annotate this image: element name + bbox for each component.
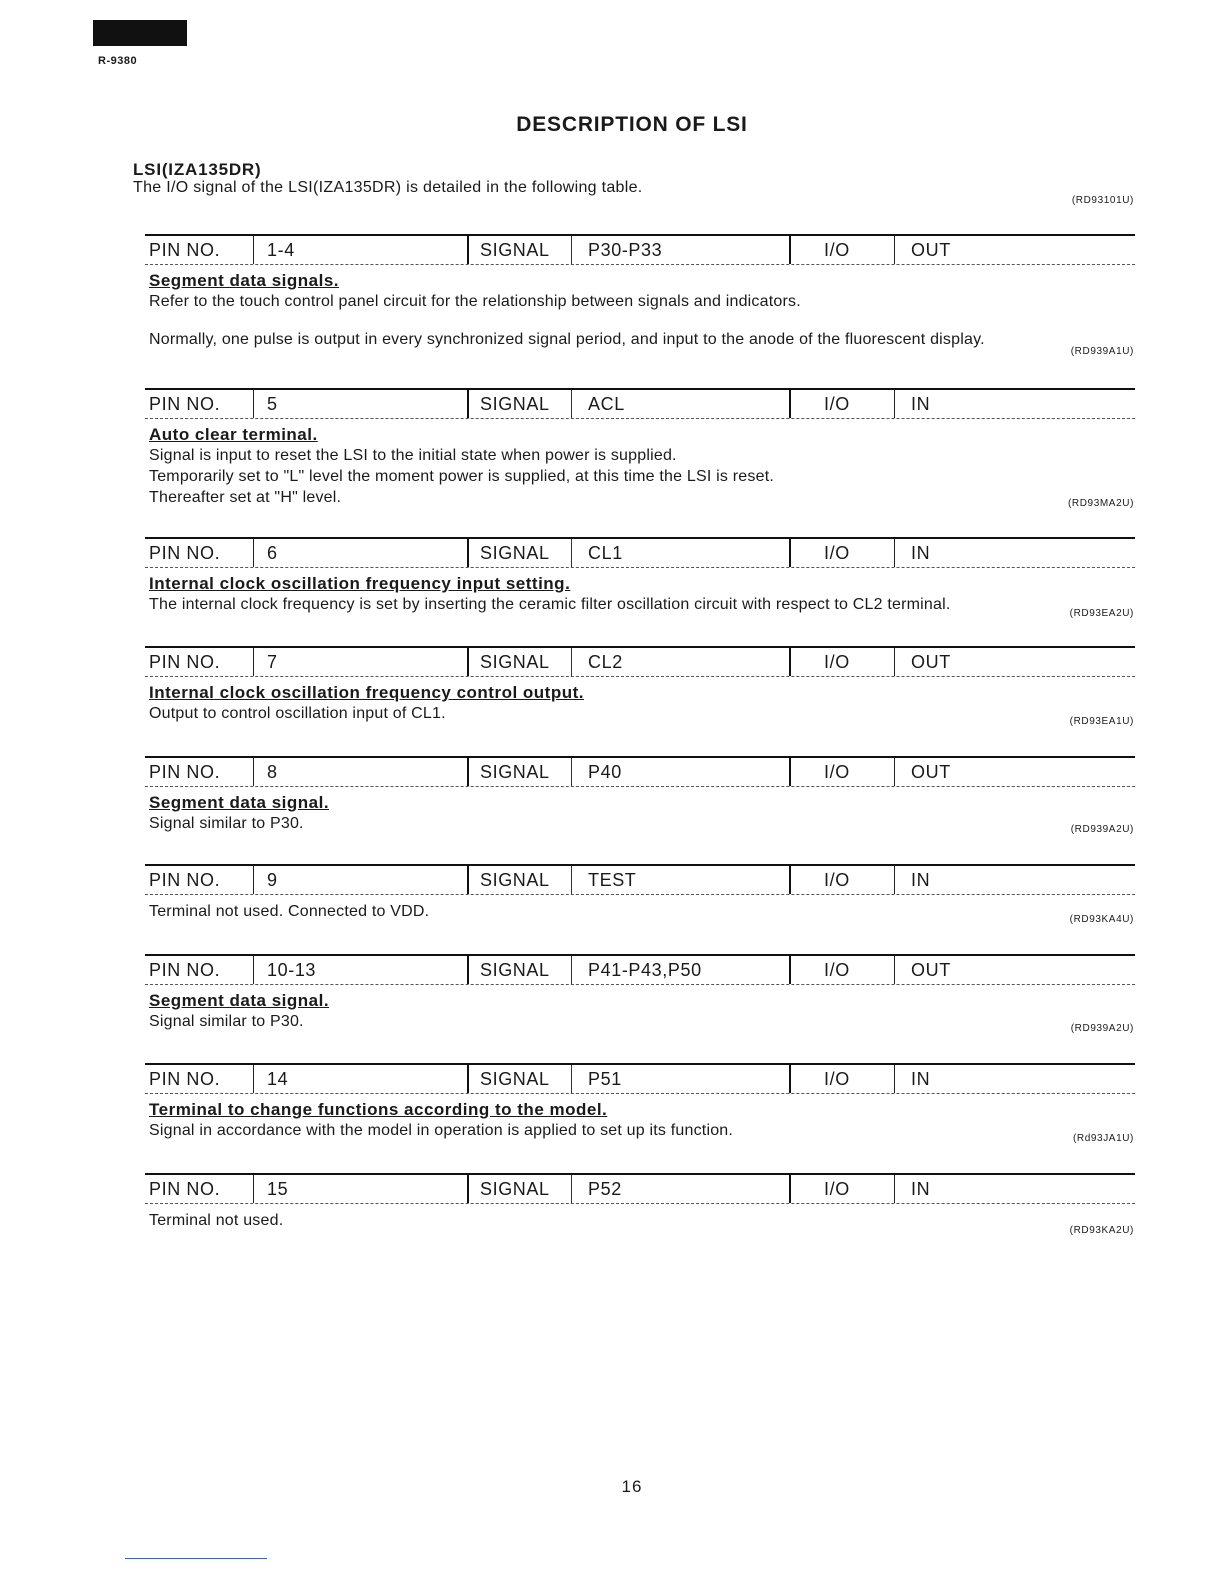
pin-number: 7 [253, 648, 467, 676]
io-direction: IN [894, 539, 1135, 567]
io-label: I/O [789, 1175, 894, 1203]
signal-name: P40 [571, 758, 789, 786]
description-line: Refer to the touch control panel circuit for the relationship between signals and indicators. [149, 293, 801, 310]
description-line: Terminal not used. Connected to VDD. [149, 903, 430, 920]
pin-label: PIN NO. [149, 960, 221, 980]
section-heading: Internal clock oscillation frequency control output. [149, 683, 584, 702]
io-label: I/O [789, 390, 894, 418]
section-description [149, 1120, 1135, 1141]
page-number: 16 [621, 1477, 643, 1496]
io-label: I/O [789, 648, 894, 676]
section-heading: Terminal to change functions according to the model. [149, 1100, 608, 1119]
signal-name: ACL [571, 390, 789, 418]
signal-label: SIGNAL [467, 648, 571, 676]
pin-section-14 [145, 1063, 1135, 1141]
signal-label: SIGNAL [467, 390, 571, 418]
io-direction: IN [894, 1175, 1135, 1203]
signal-name: P41-P43,P50 [571, 956, 789, 984]
pin-section-9 [145, 864, 1135, 922]
signal-label: SIGNAL [467, 236, 571, 264]
io-direction: OUT [894, 648, 1135, 676]
io-direction: IN [894, 390, 1135, 418]
section-description [149, 1011, 1135, 1032]
reference-code: (Rd93JA1U) [1072, 1133, 1134, 1144]
pin-label: PIN NO. [149, 762, 221, 782]
signal-name: TEST [571, 866, 789, 894]
pin-row [145, 864, 1135, 895]
pin-section-5 [145, 388, 1135, 508]
description-line: Signal similar to P30. [149, 815, 304, 832]
intro-text: The I/O signal of the LSI(IZA135DR) is detailed in the following table. [133, 179, 643, 196]
pin-row [145, 234, 1135, 265]
pin-row [145, 954, 1135, 985]
pin-label: PIN NO. [149, 1179, 221, 1199]
section-heading: Segment data signal. [149, 793, 330, 812]
pin-row [145, 388, 1135, 419]
signal-label: SIGNAL [467, 1175, 571, 1203]
io-label: I/O [789, 758, 894, 786]
signal-name: P51 [571, 1065, 789, 1093]
reference-code: (RD93KA2U) [1069, 1225, 1134, 1236]
section-description [149, 594, 1135, 615]
pin-label: PIN NO. [149, 870, 221, 890]
io-direction: IN [894, 1065, 1135, 1093]
section-heading: Segment data signal. [149, 991, 330, 1010]
reference-code: (RD93EA1U) [1069, 716, 1134, 727]
description-line: Signal in accordance with the model in operation is applied to set up its function. [149, 1122, 734, 1139]
section-description [149, 291, 1135, 350]
pin-label: PIN NO. [149, 1069, 221, 1089]
io-direction: OUT [894, 956, 1135, 984]
pin-number: 14 [253, 1065, 467, 1093]
io-label: I/O [789, 236, 894, 264]
description-line: Terminal not used. [149, 1212, 284, 1229]
header-black-tab [93, 20, 187, 46]
pin-number: 15 [253, 1175, 467, 1203]
description-line: Thereafter set at "H" level. [149, 489, 342, 506]
reference-code: (RD939A2U) [1070, 824, 1134, 835]
pin-number: 9 [253, 866, 467, 894]
pin-row [145, 646, 1135, 677]
lsi-name: LSI(IZA135DR) [133, 160, 262, 179]
pin-number: 6 [253, 539, 467, 567]
pin-section-8 [145, 756, 1135, 834]
signal-name: P52 [571, 1175, 789, 1203]
pin-number: 5 [253, 390, 467, 418]
section-description [149, 901, 1135, 922]
signal-label: SIGNAL [467, 758, 571, 786]
pin-section-15 [145, 1173, 1135, 1231]
section-heading: Segment data signals. [149, 271, 339, 290]
pin-section-10-13 [145, 954, 1135, 1032]
io-direction: IN [894, 866, 1135, 894]
description-line: Output to control oscillation input of CL1. [149, 705, 446, 722]
pin-label: PIN NO. [149, 394, 221, 414]
reference-code: (RD939A1U) [1070, 346, 1134, 357]
io-label: I/O [789, 1065, 894, 1093]
section-heading: Internal clock oscillation frequency input setting. [149, 574, 571, 593]
page-title: DESCRIPTION OF LSI [516, 113, 748, 136]
pin-label: PIN NO. [149, 543, 221, 563]
section-description [149, 703, 1135, 724]
model-number: R-9380 [98, 55, 138, 67]
io-direction: OUT [894, 236, 1135, 264]
pin-number: 10-13 [253, 956, 467, 984]
reference-code: (RD939A2U) [1070, 1023, 1134, 1034]
pin-label: PIN NO. [149, 652, 221, 672]
io-label: I/O [789, 956, 894, 984]
section-description [149, 445, 1135, 508]
reference-code: (RD93MA2U) [1067, 498, 1134, 509]
pin-number: 8 [253, 758, 467, 786]
pin-section-6 [145, 537, 1135, 615]
pin-row [145, 756, 1135, 787]
signal-label: SIGNAL [467, 1065, 571, 1093]
pin-number: 1-4 [253, 236, 467, 264]
pin-section-1-4 [145, 234, 1135, 350]
reference-code: (RD93101U) [1071, 195, 1134, 206]
signal-label: SIGNAL [467, 956, 571, 984]
section-heading: Auto clear terminal. [149, 425, 318, 444]
reference-code: (RD93EA2U) [1069, 608, 1134, 619]
io-direction: OUT [894, 758, 1135, 786]
pin-label: PIN NO. [149, 240, 221, 260]
io-label: I/O [789, 539, 894, 567]
description-line: Signal is input to reset the LSI to the initial state when power is supplied. [149, 447, 677, 464]
section-description [149, 1210, 1135, 1231]
signal-label: SIGNAL [467, 539, 571, 567]
description-line: Normally, one pulse is output in every synchronized signal period, and input to the anode of the fluorescent display. [149, 331, 985, 348]
footer-rule [125, 1558, 267, 1559]
signal-name: CL1 [571, 539, 789, 567]
description-line: The internal clock frequency is set by inserting the ceramic filter oscillation circuit with respect to CL2 terminal. [149, 596, 951, 613]
description-line: Temporarily set to "L" level the moment power is supplied, at this time the LSI is reset. [149, 468, 774, 485]
io-label: I/O [789, 866, 894, 894]
reference-code: (RD93KA4U) [1069, 914, 1134, 925]
signal-name: CL2 [571, 648, 789, 676]
section-description [149, 813, 1135, 834]
pin-row [145, 1063, 1135, 1094]
pin-row [145, 1173, 1135, 1204]
pin-row [145, 537, 1135, 568]
pin-section-7 [145, 646, 1135, 724]
signal-name: P30-P33 [571, 236, 789, 264]
description-line: Signal similar to P30. [149, 1013, 304, 1030]
signal-label: SIGNAL [467, 866, 571, 894]
